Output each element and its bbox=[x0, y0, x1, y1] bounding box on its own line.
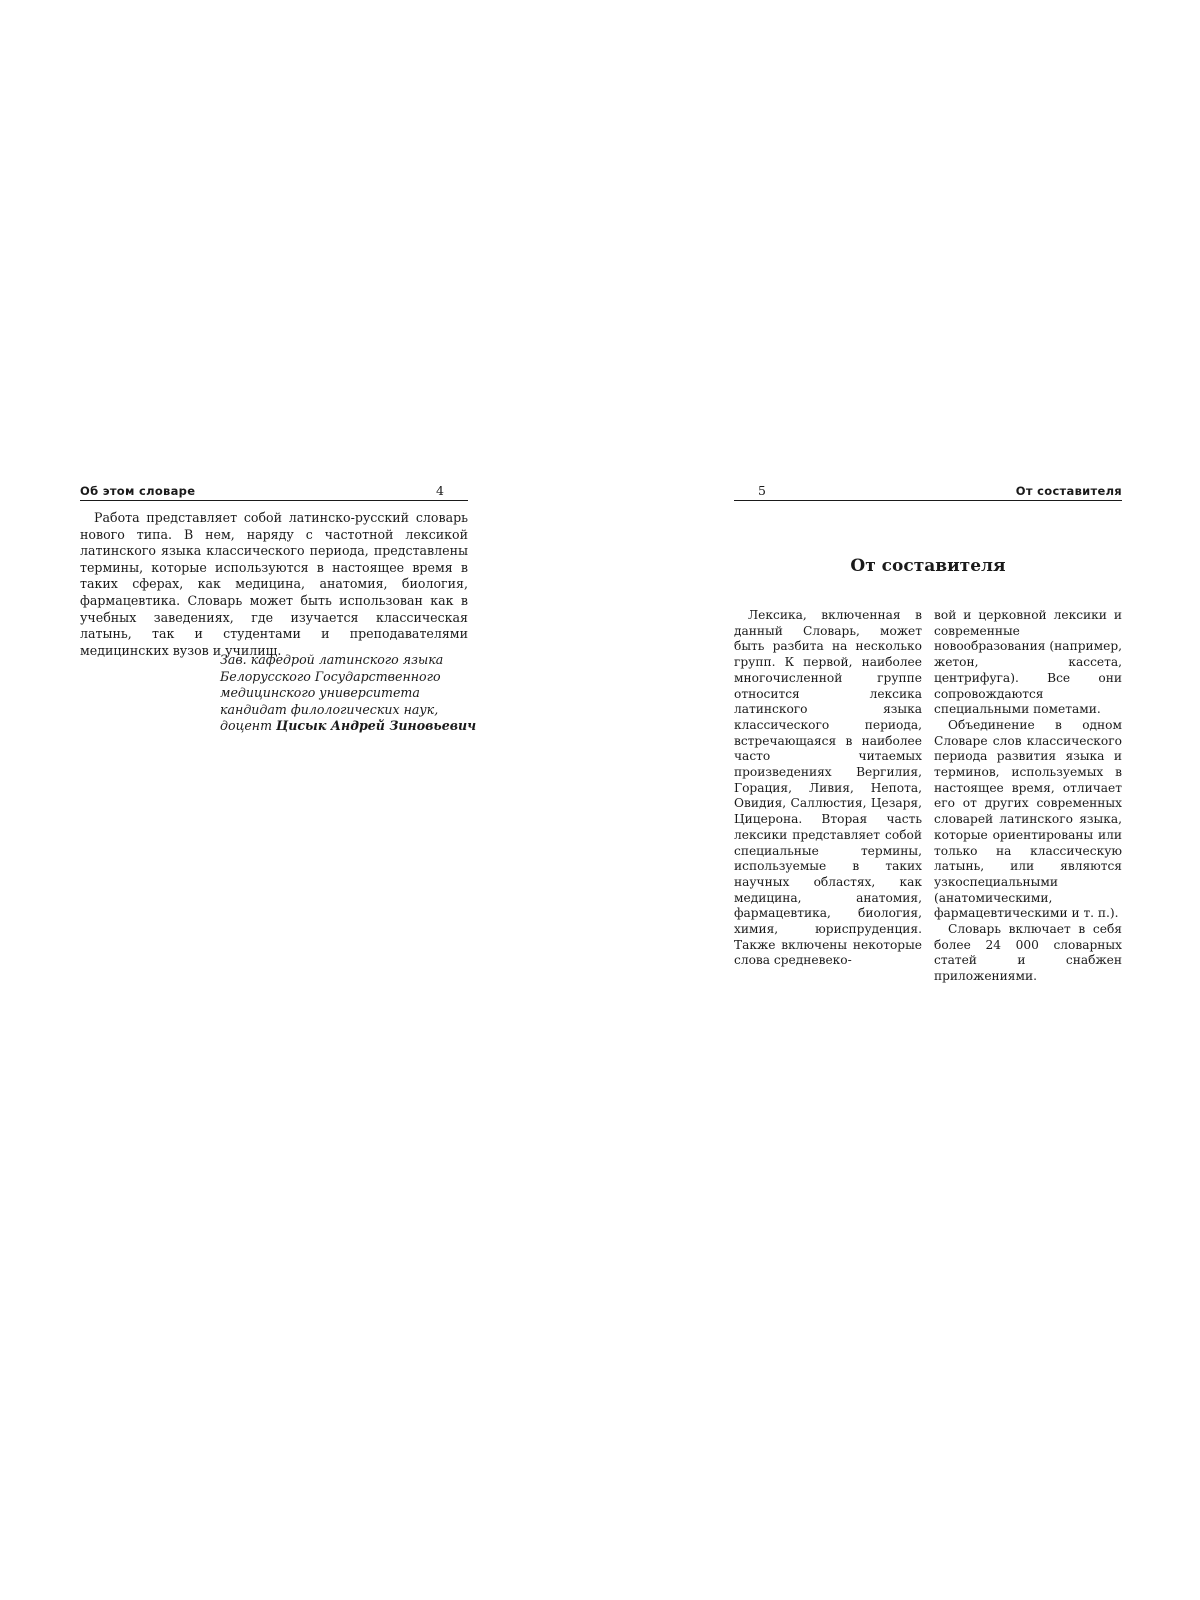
right-page-number: 5 bbox=[758, 483, 766, 498]
left-page-number: 4 bbox=[436, 483, 444, 498]
text-column-1 bbox=[734, 608, 922, 985]
signature-line: Белорусского Государственного bbox=[220, 668, 441, 684]
signature-title: доцент bbox=[220, 718, 277, 734]
paragraph: Лексика, включенная в данный Словарь, может быть разбита на несколько групп. К первой, наиболее многочисленной группе относится лексика латинского языка классического периода, встречающаяся в наиболее часто читаемых произведениях Вергилия, Горация, Ливия, Непота, Овидия, Саллюстия, Цезаря, Цицерона. Вторая часть лексики представляет собой специальные термины, используемые в таких научных областях, как медицина, анатомия, фармацевтика, биология, химия, юриспруденция. Также включены некоторые слова средневеко- bbox=[734, 608, 922, 968]
paragraph: Словарь включает в себя более 24 000 словарных статей и снабжен приложениями. bbox=[934, 922, 1122, 984]
signature-line: кандидат филологических наук, bbox=[220, 701, 439, 717]
signature-name: Цисык Андрей Зиновьевич bbox=[276, 718, 477, 734]
signature-line bbox=[220, 718, 480, 735]
signature-block bbox=[220, 652, 480, 735]
left-body-text bbox=[80, 510, 468, 659]
signature-line: Зав. кафедрой латинского языка bbox=[220, 652, 444, 667]
right-running-title: От составителя bbox=[1015, 484, 1122, 498]
paragraph: вой и церковной лексики и современные новообразования (например, жетон, кассета, центрифуга). Все они сопровождаются специальными пометами. bbox=[934, 608, 1122, 717]
right-page bbox=[600, 0, 1200, 1600]
left-running-header bbox=[80, 480, 468, 501]
text-column-2 bbox=[934, 608, 1122, 985]
signature-line: медицинского университета bbox=[220, 685, 420, 701]
left-running-title: Об этом словаре bbox=[80, 484, 196, 498]
paragraph: Объединение в одном Словаре слов классического периода развития языка и терминов, используемых в настоящее время, отличает его от других современных словарей латинского языка, которые ориентированы или только на классическую латынь, или являются узкоспециальными (анатомическими, фармацевтическими и т. п.). bbox=[934, 717, 1122, 921]
two-column-text bbox=[734, 608, 1122, 985]
left-paragraph: Работа представляет собой латинско-русский словарь нового типа. В нем, наряду с частотной лексикой латинского языка классического периода, представлены термины, которые используются в настоящее время в таких сферах, как медицина, анатомия, биология, фармацевтика. Словарь может быть использован как в учебных заведениях, где изучается классическая латынь, так и студентами и преподавателями медицинских вузов и училищ. bbox=[80, 510, 468, 658]
section-title: От составителя bbox=[850, 556, 1006, 576]
right-running-header bbox=[734, 480, 1122, 501]
